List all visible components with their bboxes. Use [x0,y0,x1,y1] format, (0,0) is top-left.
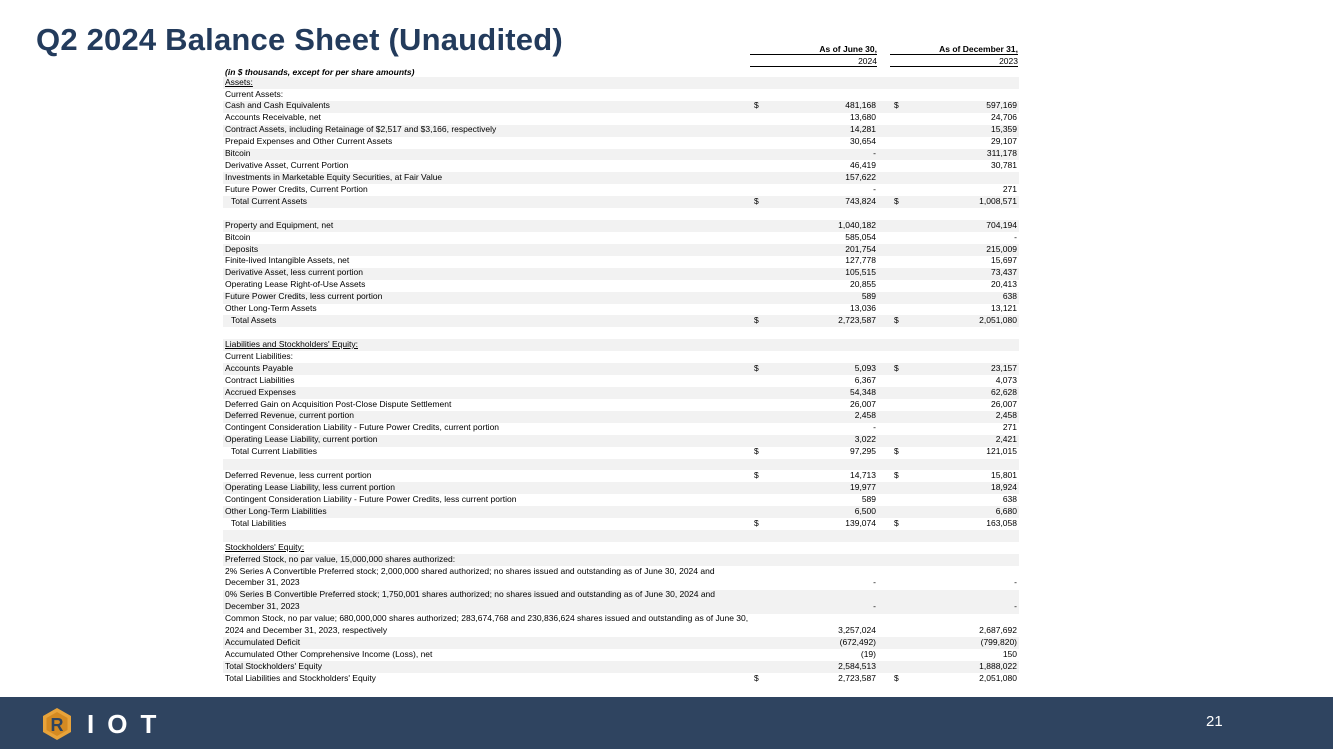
table-row [223,268,1019,280]
row-label: Contract Liabilities [225,374,295,385]
currency-symbol-2024: $ [754,195,759,206]
value-2024: - [873,422,876,433]
logo-letter: R [50,715,64,735]
table-row [223,256,1019,268]
value-2023: 638 [1002,493,1017,504]
value-2023: 15,359 [991,124,1017,135]
value-2024: 20,855 [850,279,876,290]
value-2024: 19,977 [850,481,876,492]
column-header-dec-2023: As of December 31, [939,44,1018,54]
value-2023: 271 [1002,183,1017,194]
row-label: Deferred Revenue, less current portion [225,470,372,481]
currency-symbol-2024: $ [754,446,759,457]
value-2023: 2,687,692 [979,625,1017,636]
value-2023: 2,458 [995,410,1017,421]
table-row [223,327,1019,339]
table-row [223,459,1019,471]
value-2024: 3,257,024 [838,625,876,636]
value-2023: 150 [1002,648,1017,659]
row-label: Assets: [225,76,253,87]
value-2023: 15,697 [991,255,1017,266]
row-label: Future Power Credits, less current portion [225,291,383,302]
table-row [223,89,1019,101]
value-2023: 29,107 [991,136,1017,147]
value-2024: - [873,148,876,159]
value-2024: - [873,601,876,612]
table-row [223,244,1019,256]
currency-symbol-2024: $ [754,100,759,111]
table-row [223,363,1019,375]
value-2024: 481,168 [845,100,876,111]
value-2024: 585,054 [845,231,876,242]
table-row [223,208,1019,220]
value-2024: - [873,577,876,588]
value-2024: 97,295 [850,446,876,457]
table-row [223,292,1019,304]
value-2024: 6,500 [854,505,876,516]
value-2024: 14,713 [850,470,876,481]
value-2023: - [1014,577,1017,588]
table-row [223,351,1019,363]
page-title: Q2 2024 Balance Sheet (Unaudited) [36,22,563,57]
value-2023: 2,051,080 [979,315,1017,326]
value-2023: 20,413 [991,279,1017,290]
value-2023: 73,437 [991,267,1017,278]
row-label: Accounts Receivable, net [225,112,321,123]
value-2023: 15,801 [991,470,1017,481]
value-2024: (19) [860,648,876,659]
row-label: Property and Equipment, net [225,219,334,230]
table-row [223,315,1019,327]
row-label: Other Long-Term Assets [225,303,317,314]
value-2024: 13,680 [850,112,876,123]
value-2023: 121,015 [986,446,1017,457]
row-label: Bitcoin [225,148,251,159]
value-2023: 4,073 [995,374,1017,385]
table-row [223,614,1019,638]
table-row [223,673,1019,685]
table-row [223,172,1019,184]
row-label: Total Liabilities and Stockholders' Equity [225,672,376,683]
value-2024: 2,458 [854,410,876,421]
value-2023: 271 [1002,422,1017,433]
header-rule [750,54,877,55]
table-row [223,304,1019,316]
value-2023: 1,008,571 [979,195,1017,206]
page-number: 21 [1206,713,1223,730]
header-rule [890,54,1018,55]
value-2024: 589 [861,493,876,504]
row-label: Derivative Asset, Current Portion [225,160,349,171]
row-label: Operating Lease Liability, less current portion [225,481,395,492]
row-label: Stockholders' Equity: [225,541,305,552]
currency-symbol-2023: $ [894,362,899,373]
currency-symbol-2024: $ [754,517,759,528]
column-header-june-2024: As of June 30, [819,44,877,54]
value-2024: 105,515 [845,267,876,278]
value-2024: - [873,183,876,194]
currency-symbol-2024: $ [754,672,759,683]
value-2024: 54,348 [850,386,876,397]
value-2023: (799,820) [980,637,1017,647]
value-2023: 1,888,022 [979,660,1017,671]
value-2023: 597,169 [986,100,1017,111]
table-row [223,590,1019,614]
units-note: (in $ thousands, except for per share amounts) [225,67,415,77]
value-2024: 743,824 [845,195,876,206]
currency-symbol-2024: $ [754,470,759,481]
table-row [223,196,1019,208]
row-label: Operating Lease Liability, current portion [225,434,378,445]
value-2024: 589 [861,291,876,302]
row-label: Deposits [225,243,259,254]
table-row [223,542,1019,554]
header-rule [890,66,1018,67]
row-label: Cash and Cash Equivalents [225,100,330,111]
row-label: Contract Assets, including Retainage of $2,517 and $3,166, respectively [225,124,497,135]
value-2023: 18,924 [991,481,1017,492]
row-label: Preferred Stock, no par value, 15,000,000 shares authorized: [225,553,456,564]
row-label: Investments in Marketable Equity Securities, at Fair Value [225,172,443,182]
riot-logo-badge-icon [40,707,74,741]
currency-symbol-2023: $ [894,470,899,481]
value-2023: 24,706 [991,112,1017,123]
currency-symbol-2023: $ [894,672,899,683]
row-label: Bitcoin [225,231,251,242]
value-2024: 6,367 [854,374,876,385]
riot-logo [40,707,200,741]
row-label: Total Stockholders' Equity [225,660,323,671]
column-year-2024: 2024 [858,56,877,66]
value-2024: 139,074 [845,517,876,528]
value-2023: 13,121 [991,303,1017,314]
table-row [223,566,1019,590]
value-2023: 23,157 [991,362,1017,373]
value-2024: 13,036 [850,303,876,314]
table-row [223,411,1019,423]
table-row [223,518,1019,530]
table-row [223,435,1019,447]
table-row [223,220,1019,232]
value-2023: 704,194 [986,219,1017,230]
value-2024: 201,754 [845,243,876,254]
row-label: Accrued Expenses [225,386,296,397]
row-label: 0% Series B Convertible Preferred stock; 1,750,001 shares authorized; no shares issued and outstanding as of June 30, 2024 and December 31, 2023 [225,589,716,612]
value-2024: 5,093 [854,362,876,373]
value-2023: 30,781 [991,160,1017,171]
currency-symbol-2023: $ [894,195,899,206]
row-label: Total Assets [231,315,277,326]
table-row [223,232,1019,244]
table-row [223,554,1019,566]
table-row [223,77,1019,89]
value-2023: 62,628 [991,386,1017,397]
logo-wordmark: IOT [87,709,170,739]
value-2023: 638 [1002,291,1017,302]
currency-symbol-2024: $ [754,362,759,373]
value-2023: 6,680 [995,505,1017,516]
table-row [223,339,1019,351]
row-label: Liabilities and Stockholders' Equity: [225,338,358,349]
row-label: Other Long-Term Liabilities [225,505,327,516]
table-row [223,137,1019,149]
table-row [223,125,1019,137]
table-row [223,482,1019,494]
row-label: Contingent Consideration Liability - Future Power Credits, current portion [225,422,500,433]
row-label: Accumulated Other Comprehensive Income (Loss), net [225,648,433,659]
row-label: 2% Series A Convertible Preferred stock; 2,000,000 shared authorized; no shares issued and outstanding as of June 30, 2024 and December 31, 2023 [225,565,715,588]
row-label: Future Power Credits, Current Portion [225,183,368,194]
value-2024: 46,419 [850,160,876,171]
table-row [223,184,1019,196]
value-2024: 2,584,513 [838,660,876,671]
column-year-2023: 2023 [999,56,1018,66]
table-row [223,160,1019,172]
row-label: Accounts Payable [225,362,294,373]
table-row [223,494,1019,506]
row-label: Total Current Assets [231,195,308,206]
value-2024: 26,007 [850,398,876,409]
value-2023: 2,421 [995,434,1017,445]
row-label: Finite-lived Intangible Assets, net [225,255,350,266]
value-2023: 311,178 [986,148,1017,159]
row-label: Common Stock, no par value; 680,000,000 shares authorized; 283,674,768 and 230,836,624 shares issued and outstanding as of June 30, 2024 and December 31, 2023, respectively [225,613,749,636]
row-label: Contingent Consideration Liability - Future Power Credits, less current portion [225,493,517,504]
row-label: Current Assets: [225,88,284,99]
table-row [223,387,1019,399]
table-row [223,113,1019,125]
table-row [223,423,1019,435]
value-2023: 163,058 [986,517,1017,528]
row-label: Current Liabilities: [225,350,294,361]
row-label: Prepaid Expenses and Other Current Assets [225,136,393,147]
row-label: Total Current Liabilities [231,446,317,457]
value-2024: 127,778 [845,255,876,266]
value-2023: 215,009 [986,243,1017,254]
header-rule [750,66,877,67]
table-row [223,375,1019,387]
value-2023: 26,007 [991,398,1017,409]
value-2024: 1,040,182 [838,219,876,230]
value-2023: - [1014,231,1017,242]
table-row [223,447,1019,459]
value-2024: 3,022 [854,434,876,445]
value-2024: 14,281 [850,124,876,135]
value-2024: 30,654 [850,136,876,147]
footer-bar [0,697,1333,749]
currency-symbol-2023: $ [894,446,899,457]
table-row [223,661,1019,673]
row-label: Derivative Asset, less current portion [225,267,363,278]
value-2023: - [1014,601,1017,612]
currency-symbol-2023: $ [894,100,899,111]
table-row [223,399,1019,411]
table-row [223,280,1019,292]
table-row [223,649,1019,661]
table-row [223,637,1019,649]
table-row [223,149,1019,161]
row-label: Accumulated Deficit [225,637,301,647]
value-2024: 157,622 [845,172,876,182]
table-row [223,470,1019,482]
balance-sheet-table [223,77,1019,685]
value-2024: 2,723,587 [838,672,876,683]
value-2024: 2,723,587 [838,315,876,326]
value-2024: (672,492) [839,637,876,647]
currency-symbol-2023: $ [894,517,899,528]
currency-symbol-2023: $ [894,315,899,326]
table-row [223,101,1019,113]
row-label: Deferred Revenue, current portion [225,410,354,421]
currency-symbol-2024: $ [754,315,759,326]
row-label: Operating Lease Right-of-Use Assets [225,279,366,290]
value-2023: 2,051,080 [979,672,1017,683]
row-label: Total Liabilities [231,517,287,528]
table-row [223,506,1019,518]
table-row [223,530,1019,542]
row-label: Deferred Gain on Acquisition Post-Close Dispute Settlement [225,398,452,409]
